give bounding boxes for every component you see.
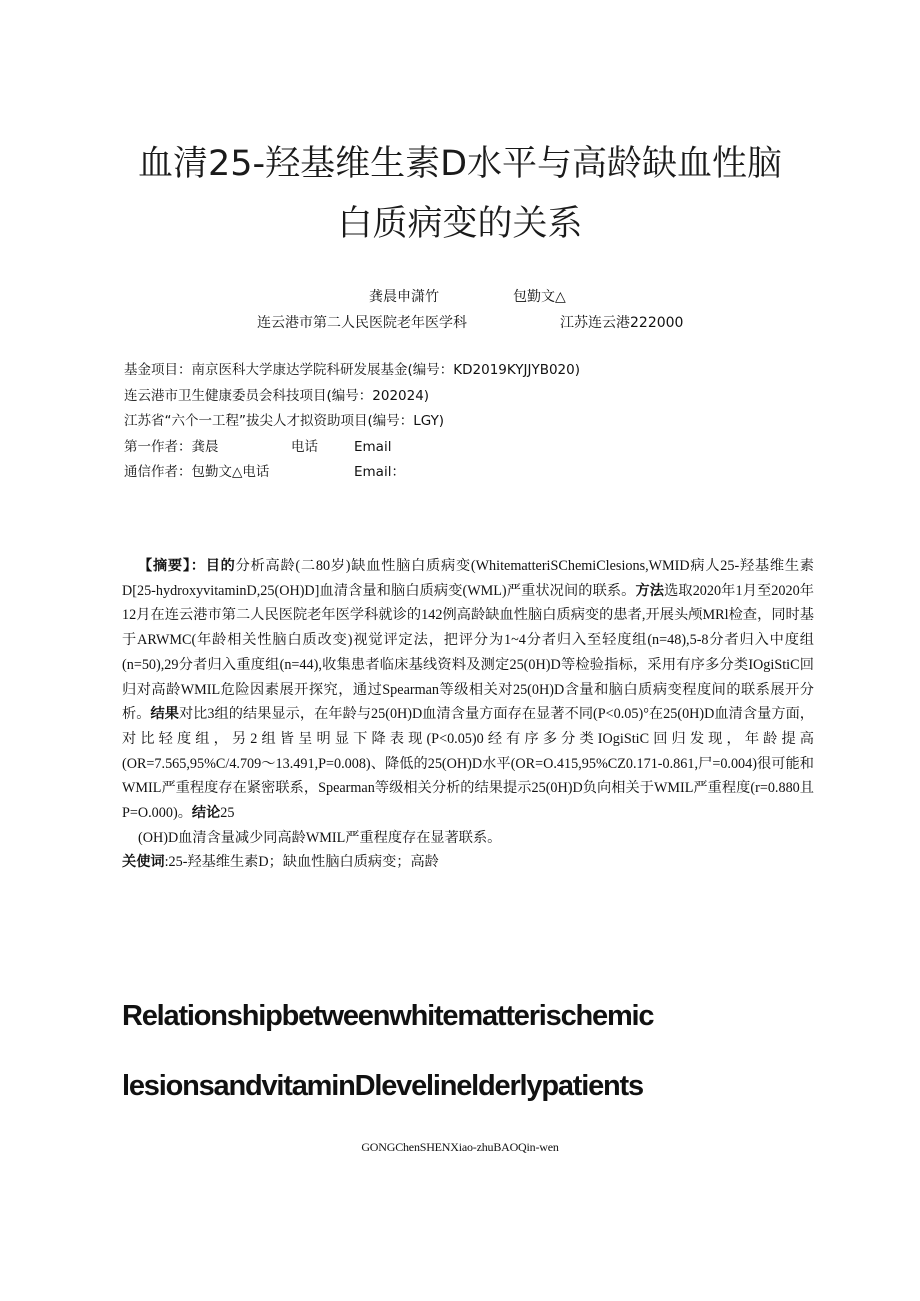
funding-line-2: 连云港市卫生健康委员会科技项目(编号：202024) — [124, 387, 430, 404]
funding-line-3: 江苏省“六个一工程”拔尖人才拟资助项目(编号：LGY) — [124, 413, 445, 429]
corresponding-author-email-label: Email： — [354, 464, 405, 480]
first-author-label: 第一作者：龚晨 — [124, 438, 219, 455]
funding-block — [124, 358, 580, 486]
affiliation-location: 江苏连云港222000 — [560, 315, 684, 331]
methods-text: 选取2020年1月至2020年12月在连云港市第二人民医院老年医学科就诊的142例高龄缺血性脑白质病变的患者,开展头颅MRl检查，同时基于ARWMC(年龄相关性脑白质改变)视觉评定法，把评分为1~4分者归入至轻度组(n=48),5-8分者归入中度组(n=50),29分者归入重度组(n=44),收集患者临床基线资料及测定25(0H)D等检验指标，采用有序多分类IOgiStiC回归对高龄WMIL危险因素展开探究，通过Spearman等级相关对25(0H)D含量和脑白质病变程度间的联系展开分析。 — [122, 582, 814, 723]
author-names-right: 包勤文△ — [513, 289, 566, 305]
corresponding-author-label: 通信作者：包勤文△电话 — [124, 464, 270, 480]
conclusion-lead: 25 — [220, 805, 235, 822]
abstract-paragraph — [122, 554, 814, 826]
objective-text: 分析高龄(二80岁)缺血性脑白质病变(WhitematteriSChemiClesions,WMID病人25-羟基维生素D[25-hydroxyvitaminD,25(OH)D]血清含量和脑白质病变(WML)严重状况间的联系。 — [122, 558, 814, 599]
funding-line-1: 基金项目：南京医科大学康达学院科研发展基金(编号：KD2019KYJJYB020) — [124, 362, 580, 378]
methods-label: 方法 — [635, 582, 665, 599]
english-authors: GONGChenSHENXiao-zhuBAOQin-wen — [361, 1140, 559, 1154]
english-title-line-1: Relationshipbetweenwhitematterischemic — [122, 1000, 654, 1032]
conclusion-label: 结论 — [191, 805, 221, 822]
objective-label: 目的 — [205, 558, 236, 574]
results-text: 对比3组的结果显示，在年龄与25(0H)D血清含量方面存在显著不同(P<0.05)°在25(0H)D血清含量方面，对比轻度组，另2组皆呈明显下降表现(P<0.05)0经有序多分类IOgiStiC回归发现，年龄提高(OR=7.565,95%C/4.709～13.491,P=0.008)、降低的25(OH)D水平(OR=O.415,95%CZ0.171-0.861,尸=0.004)很可能和WMIL严重程度存在紧密联系，Spearman等级相关分析的结果提示25(0H)D负向相关于WMIL严重程度(r=0.880且P=O.000)。 — [122, 706, 814, 822]
title-line-2: 白质病变的关系 — [337, 204, 583, 244]
first-author-line — [124, 435, 580, 461]
affiliation-institution: 连云港市第二人民医院老年医学科 — [257, 315, 467, 331]
first-author-phone-label: 电话 — [291, 438, 318, 455]
keywords-line — [122, 850, 814, 875]
corresponding-author-line — [124, 460, 580, 486]
author-names-left: 龚晨申潇竹 — [369, 289, 439, 305]
english-title-line-2: lesionsandvitaminDlevelinelderlypatients — [122, 1070, 643, 1102]
abstract-block — [122, 554, 814, 875]
results-label: 结果 — [150, 706, 179, 723]
first-author-email-label: Email — [354, 438, 392, 455]
conclusion-paragraph — [122, 826, 814, 851]
conclusion-text: (OH)D血清含量减少同高龄WMIL严重程度存在显著联系。 — [138, 829, 502, 846]
abstract-header: 【摘要】： — [138, 558, 206, 574]
keywords-text: :25-羟基维生素D；缺血性脑白质病变；高龄 — [164, 854, 439, 871]
title-line-1: 血清25-羟基维生素D水平与高龄缺血性脑 — [137, 144, 783, 184]
keywords-label: 关使词 — [122, 854, 165, 871]
